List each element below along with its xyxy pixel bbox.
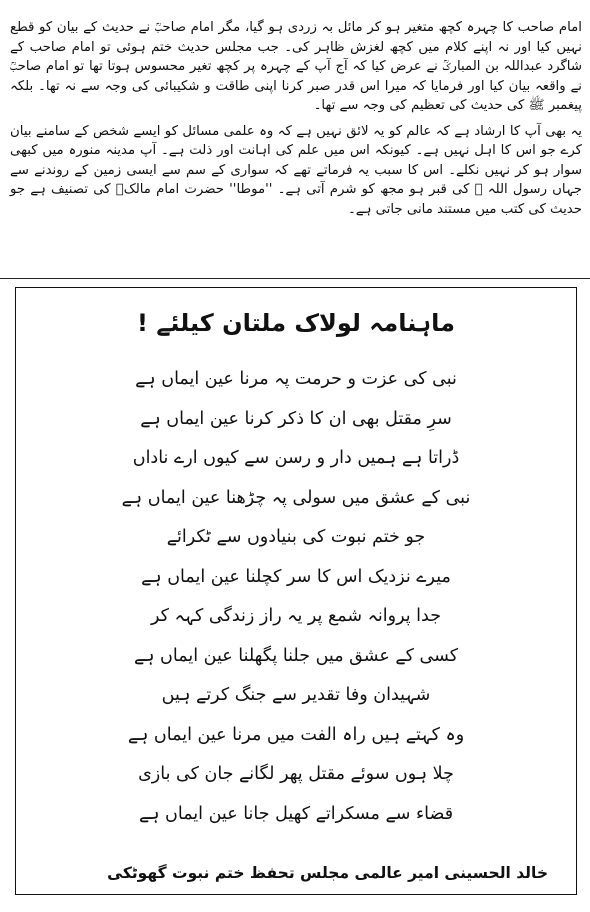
article-paragraph-1: امام صاحب کا چہرہ کچھ متغیر ہو کر مائل بہ زردی ہو گیا، مگر امام صاحبؒ نے حدیث کے بیان کو قطع نہیں کیا اور نہ اپنے کلام میں کچھ لغزش ظاہر کی۔ جب مجلس حدیث ختم ہوئی تو امام صاحب کے شاگرد عبداللہ بن المبارکؒ نے عرض کیا کہ آج آپ کے چہرہ پر کچھ تغیر محسوس ہوتا تھا تو امام صاحبؒ نے واقعہ بیان کیا اور فرمایا کہ میرا اس قدر صبر کرنا اپنی طاقت و شکیبائی کی وجہ سے نہ تھا۔ بلکہ پیغمبر ﷺ کی حدیث کی تعظیم کی وجہ سے تھا۔ (10, 20, 582, 113)
poem-line: ڈراتا ہے ہمیں دار و رسن سے کیوں ارے ناداں (132, 448, 460, 468)
poem-signature: خالد الحسینی امیر عالمی مجلس تحفظ ختم نبوت گھوٹکی (107, 864, 548, 882)
poem-line: میرے نزدیک اس کا سر کچلنا عین ایماں ہے (141, 566, 451, 587)
poem-line: سرِ مقتل بھی ان کا ذکر کرنا عین ایماں ہے (140, 408, 452, 429)
poem-line: کسی کے عشق میں جلنا پگھلنا عین ایماں ہے (133, 645, 459, 666)
poem-line: شہیدان وفا تقدیر سے جنگ کرتے ہیں (161, 685, 431, 705)
section-divider (0, 278, 590, 279)
poem-lines (16, 360, 576, 834)
poem-line: چلا ہوں سوئے مقتل پھر لگانے جان کی بازی (138, 764, 454, 784)
poem-title: ماہنامہ لولاک ملتان کیلئے ! (137, 309, 455, 337)
poem-line: وہ کہتے ہیں راہ الفت میں مرنا عین ایماں ہے (127, 724, 465, 745)
poem-line: نبی کی عزت و حرمت پہ مرنا عین ایماں ہے (135, 369, 457, 389)
poem-line: جدا پروانہ شمع پر یہ راز زندگی کہہ کر (150, 606, 442, 626)
poem-line: جو ختم نبوت کی بنیادوں سے ٹکرائے (166, 527, 426, 547)
poem-line: نبی کے عشق میں سولی پہ چڑھنا عین ایماں ہے (121, 487, 471, 508)
poem-line: قضاء سے مسکراتے کھیل جانا عین ایماں ہے (138, 803, 454, 824)
article-text (10, 18, 582, 219)
poem-box (15, 287, 577, 895)
article-paragraph-2: یہ بھی آپ کا ارشاد ہے کہ عالم کو یہ لائق نہیں ہے کہ وہ علمی مسائل کو ایسے شخص کے سامنے بیان کرے جو اس کا اہل نہیں ہے۔ کیونکہ اس میں علم کی اہانت اور ذلت ہے۔ آپ مدینہ منورہ میں کبھی سوار ہو کر نہیں نکلے۔ اس کا سبب یہ فرماتے تھے کہ سواری کے سم سے ایسی زمین کے روندنے سے جہاں رسول اللہ ﷺ کی قبر ہو مجھ کو شرم آتی ہے۔ ''موطا'' حضرت امام مالکؒ کی تصنیف ہے جو حدیث کی کتب میں مستند مانی جاتی ہے۔ (10, 123, 582, 217)
